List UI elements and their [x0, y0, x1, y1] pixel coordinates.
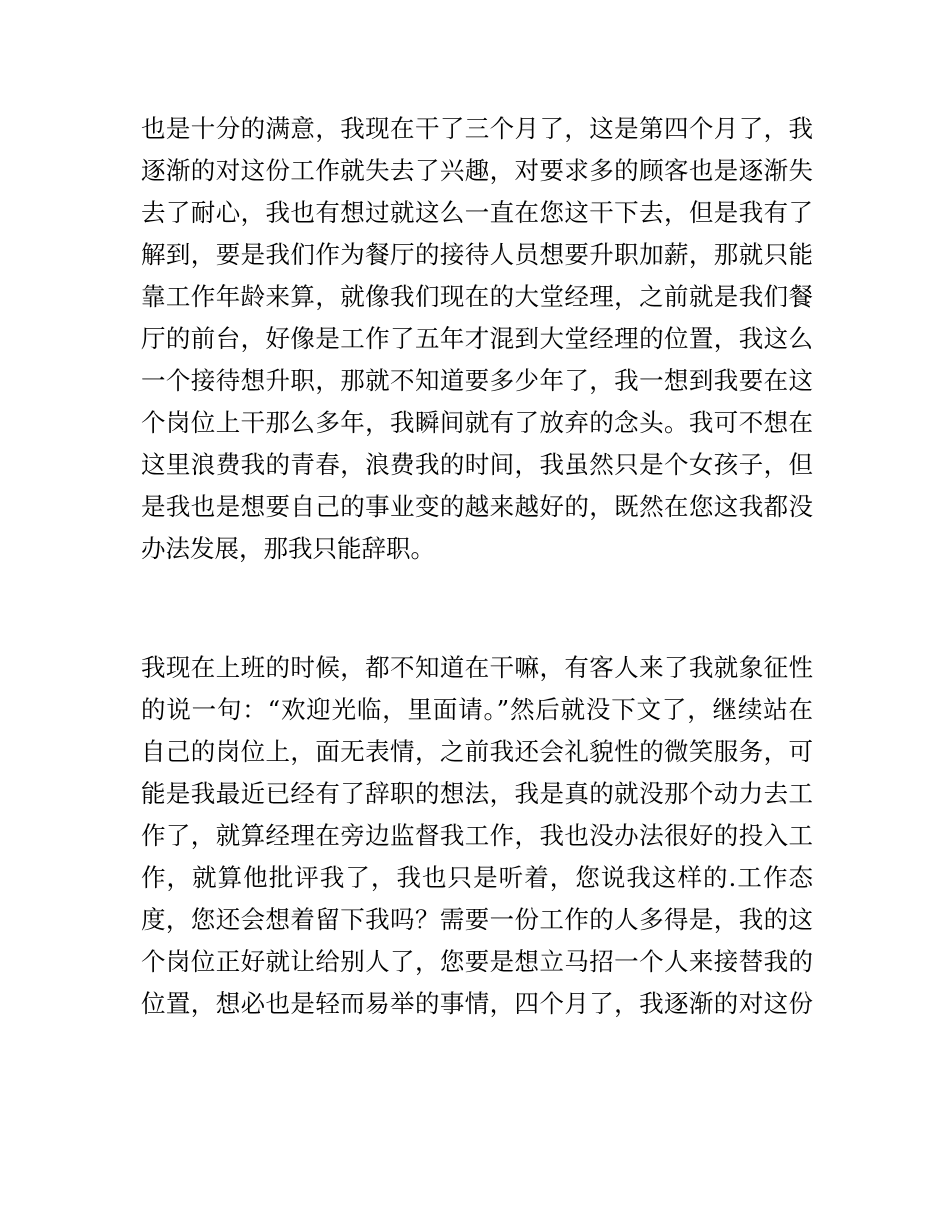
text-line: 这里浪费我的青春，浪费我的时间，我虽然只是个女孩子，但: [141, 450, 813, 479]
paragraph-2: [141, 647, 813, 1025]
text-line: 办法发展，那我只能辞职。: [141, 534, 435, 563]
text-line: 个岗位正好就让给别人了，您要是想立马招一个人来接替我的: [141, 947, 813, 976]
text-line: 是我也是想要自己的事业变的越来越好的，既然在您这我都没: [141, 492, 813, 521]
text-line: 位置，想必也是轻而易举的事情，四个月了，我逐渐的对这份: [141, 989, 813, 1018]
text-line: 去了耐心，我也有想过就这么一直在您这干下去，但是我有了: [141, 198, 813, 227]
text-line: 度，您还会想着留下我吗？需要一份工作的人多得是，我的这: [141, 905, 813, 934]
text-line: 靠工作年龄来算，就像我们现在的大堂经理，之前就是我们餐: [141, 282, 813, 311]
text-line: 我现在上班的时候，都不知道在干嘛，有客人来了我就象征性: [141, 653, 813, 682]
text-line: 作了，就算经理在旁边监督我工作，我也没办法很好的投入工: [141, 821, 813, 850]
text-line: 一个接待想升职，那就不知道要多少年了，我一想到我要在这: [141, 366, 813, 395]
text-line: 能是我最近已经有了辞职的想法，我是真的就没那个动力去工: [141, 779, 813, 808]
text-line: 的说一句：“欢迎光临，里面请。”然后就没下文了，继续站在: [141, 695, 813, 724]
paragraph-1: [141, 108, 813, 570]
text-line: 厅的前台，好像是工作了五年才混到大堂经理的位置，我这么: [141, 324, 813, 353]
text-line: 作，就算他批评我了，我也只是听着，您说我这样的.工作态: [141, 863, 813, 892]
text-line: 解到，要是我们作为餐厅的接待人员想要升职加薪，那就只能: [141, 240, 813, 269]
text-line: 个岗位上干那么多年，我瞬间就有了放弃的念头。我可不想在: [141, 408, 813, 437]
text-line: 逐渐的对这份工作就失去了兴趣，对要求多的顾客也是逐渐失: [141, 156, 813, 185]
text-line: 自己的岗位上，面无表情，之前我还会礼貌性的微笑服务，可: [141, 737, 813, 766]
text-line: 也是十分的满意，我现在干了三个月了，这是第四个月了，我: [141, 114, 813, 143]
